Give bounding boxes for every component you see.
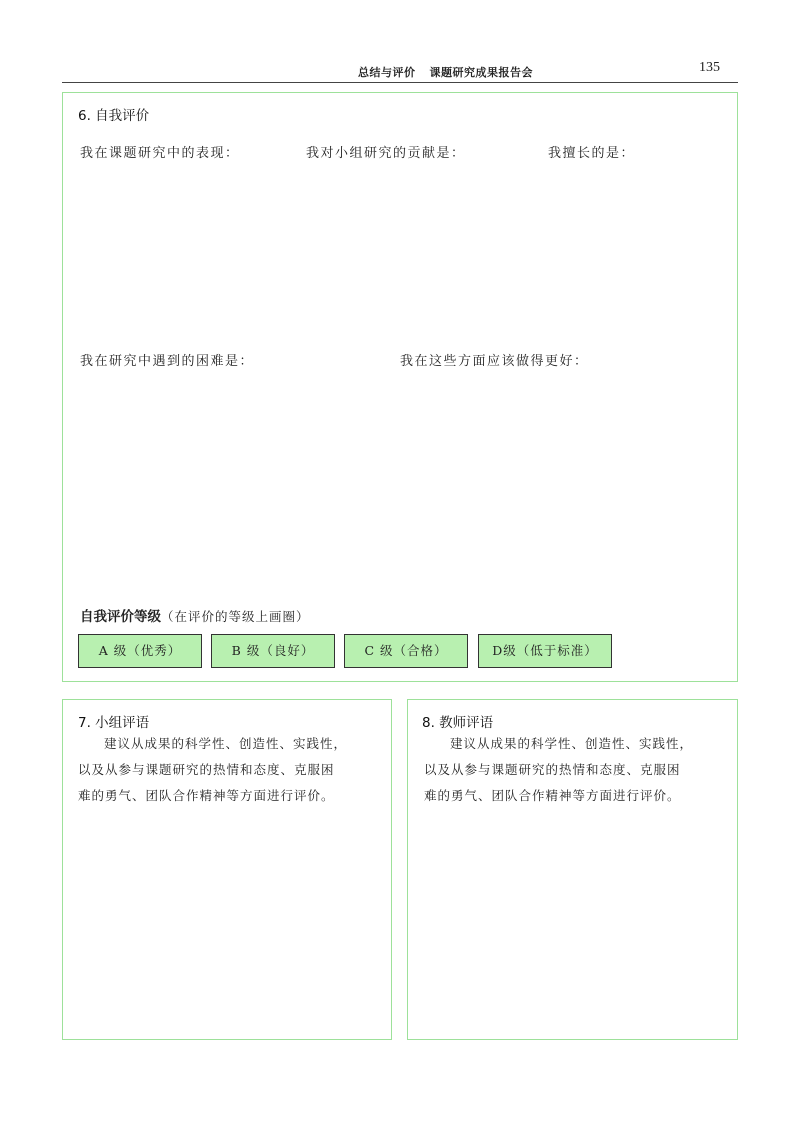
grade-b-option[interactable]: B 级（良好）	[211, 634, 335, 668]
group-comment-title: 7. 小组评语	[78, 715, 150, 731]
grade-heading	[80, 605, 310, 625]
teacher-comment-line: 以及从参与课题研究的热情和态度、克服困	[424, 762, 681, 777]
group-comment-line: 以及从参与课题研究的热情和态度、克服困	[78, 762, 335, 777]
grade-a-option[interactable]: A 级（优秀）	[78, 634, 202, 668]
improvement-prompt: 我在这些方面应该做得更好：	[400, 354, 589, 369]
self-evaluation-title: 6. 自我评价	[78, 108, 150, 124]
difficulty-prompt: 我在研究中遇到的困难是：	[80, 354, 255, 369]
performance-prompt: 我在课题研究中的表现：	[80, 146, 240, 161]
group-comment-line: 难的勇气、团队合作精神等方面进行评价。	[78, 788, 335, 803]
grade-c-option[interactable]: C 级（合格）	[344, 634, 468, 668]
page-header	[62, 58, 738, 83]
page-number: 135	[699, 60, 720, 75]
teacher-comment-title: 8. 教师评语	[422, 715, 494, 731]
group-comment-text	[78, 731, 347, 809]
teacher-comment-line: 难的勇气、团队合作精神等方面进行评价。	[424, 788, 681, 803]
section-name: 总结与评价	[358, 66, 416, 79]
grade-title: 自我评价等级	[80, 609, 161, 625]
grade-note: （在评价的等级上画圈）	[161, 609, 310, 624]
teacher-comment-line: 建议从成果的科学性、创造性、实践性，	[450, 736, 694, 751]
self-evaluation-box	[62, 92, 738, 682]
teacher-comment-text	[424, 731, 693, 809]
chapter-name: 课题研究成果报告会	[429, 66, 533, 79]
contribution-prompt: 我对小组研究的贡献是：	[306, 146, 466, 161]
group-comment-line: 建议从成果的科学性、创造性、实践性，	[104, 736, 348, 751]
grade-d-option[interactable]: D级（低于标准）	[478, 634, 612, 668]
strength-prompt: 我擅长的是：	[548, 146, 636, 161]
running-title	[358, 64, 533, 80]
